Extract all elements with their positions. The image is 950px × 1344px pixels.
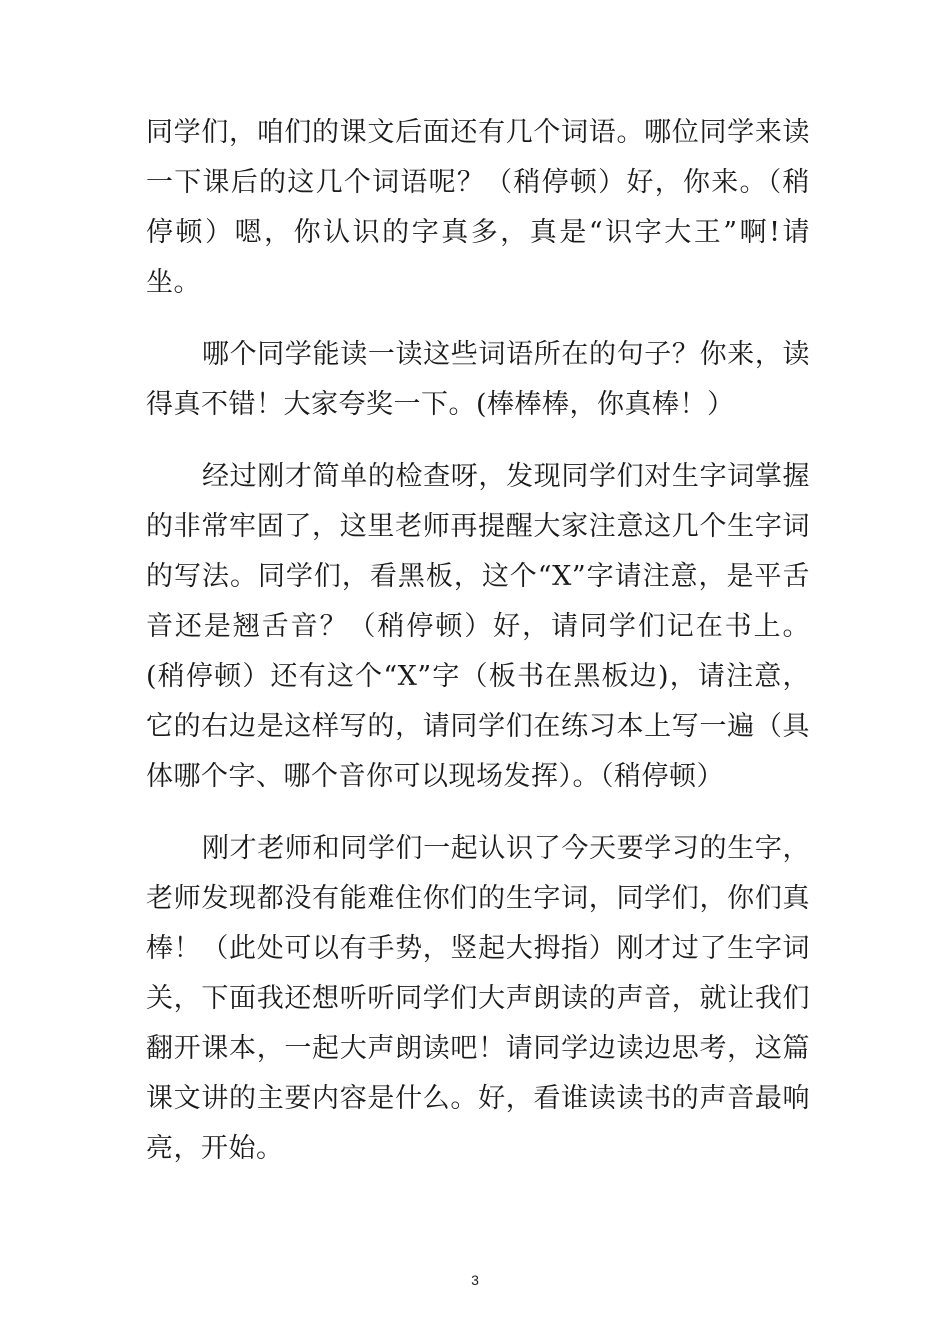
paragraph-3: 经过刚才简单的检查呀，发现同学们对生字词掌握的非常牢固了，这里老师再提醒大家注意这几个生字词的写法。同学们，看黑板，这个“X”字请注意，是平舌音还是翘舌音？（稍停顿）好，请同学们记在书上。(稍停顿）还有这个“X”字（板书在黑板边)，请注意，它的右边是这样写的，请同学们在练习本上写一遍（具体哪个字、哪个音你可以现场发挥）。（稍停顿） — [146, 461, 810, 792]
paragraph-4: 刚才老师和同学们一起认识了今天要学习的生字，老师发现都没有能难住你们的生字词，同学们，你们真棒！（此处可以有手势，竖起大拇指）刚才过了生字词关，下面我还想听听同学们大声朗读的声音，就让我们翻开课本，一起大声朗读吧！请同学边读边思考，这篇课文讲的主要内容是什么。好，看谁读读书的声音最响亮，开始。 — [146, 833, 810, 1164]
page-number: 3 — [471, 1272, 479, 1288]
document-body — [146, 108, 810, 1196]
paragraph-2: 哪个同学能读一读这些词语所在的句子？你来，读得真不错！大家夸奖一下。(棒棒棒，你真棒！） — [146, 339, 810, 420]
paragraph-1: 同学们，咱们的课文后面还有几个词语。哪位同学来读一下课后的这几个词语呢？（稍停顿）好，你来。（稍停顿）嗯，你认识的字真多，真是“识字大王”啊!请坐。 — [146, 117, 810, 298]
